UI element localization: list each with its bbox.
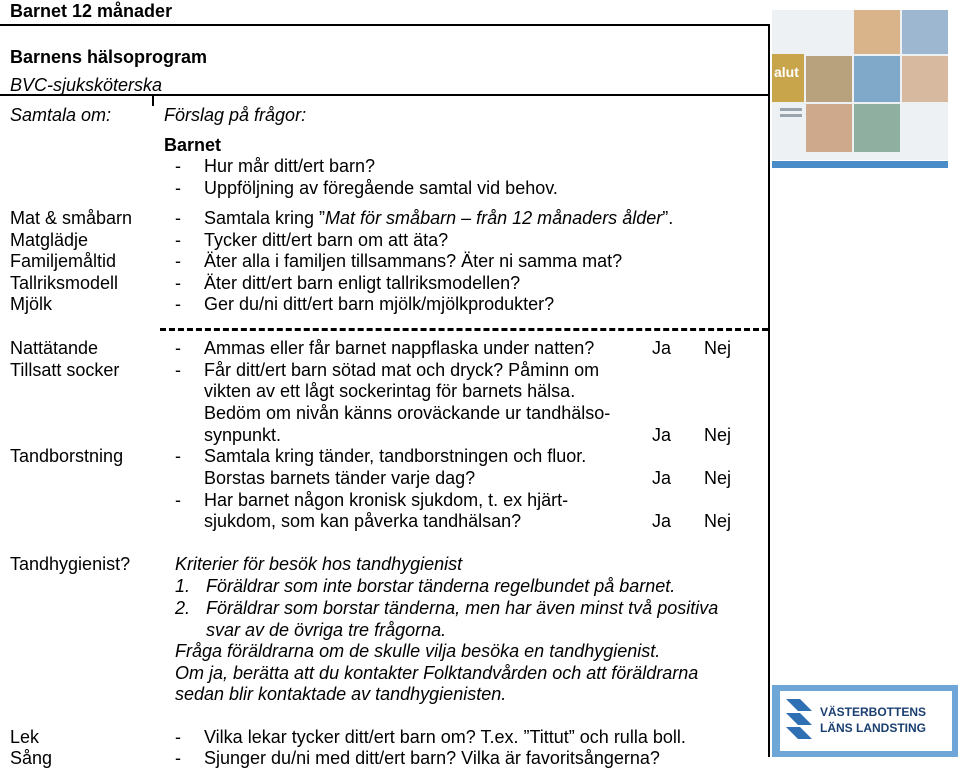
bullet-dash: - — [175, 251, 181, 271]
topic-lek: Lek — [10, 727, 40, 747]
topic-nattatande: Nattätande — [10, 338, 99, 358]
topic-familjemaltid: Familjemåltid — [10, 251, 117, 271]
logo-text-line-2: LÄNS LANDSTING — [820, 721, 926, 735]
criteria-2-text-line-1: Föräldrar som borstar tänderna, men har även minst två positiva — [206, 598, 719, 618]
topic-tallriksmodell: Tallriksmodell — [10, 273, 119, 293]
hygienist-instruction-3: sedan blir kontaktade av tandhygienisten. — [175, 684, 507, 704]
photo-tile — [854, 56, 900, 102]
bullet-dash: - — [175, 208, 181, 228]
page-title: Barnet 12 månader — [10, 1, 173, 21]
criteria-2-number: 2. — [175, 598, 191, 618]
photo-tile — [854, 10, 900, 54]
bullet-dash: - — [175, 294, 181, 314]
table-top-border — [0, 24, 770, 26]
photo-tile — [780, 108, 802, 111]
mat-question-4: Äter ditt/ert barn enligt tallriksmodellen? — [204, 273, 521, 293]
barnet-question-2: Uppföljning av föregående samtal vid behov. — [204, 178, 558, 198]
table-right-border — [768, 24, 770, 757]
bullet-dash: - — [175, 748, 181, 768]
bullet-dash: - — [175, 446, 181, 466]
hygienist-criteria-heading: Kriterier för besök hos tandhygienist — [175, 554, 463, 574]
mat-question-5: Ger du/ni ditt/ert barn mjölk/mjölkprodukter? — [204, 294, 555, 314]
program-title: Barnens hälsoprogram — [10, 47, 208, 67]
topic-mat-smabarn: Mat & småbarn — [10, 208, 133, 228]
tand-question-socker-line-2: vikten av ett lågt sockerintag för barnets hälsa. — [204, 381, 576, 401]
column-header-questions: Förslag på frågor: — [164, 105, 307, 125]
answer-nej: Nej — [704, 468, 732, 488]
mat-question-2: Tycker ditt/ert barn om att äta? — [204, 230, 449, 250]
topic-sang: Sång — [10, 748, 53, 768]
tand-question-kronisk-line-2: sjukdom, som kan påverka tandhälsan? — [204, 511, 522, 531]
tand-question-tandborstning: Samtala kring tänder, tandborstningen och fluor. — [204, 446, 587, 466]
bullet-dash: - — [175, 178, 181, 198]
criteria-1-text: Föräldrar som inte borstar tänderna regelbundet på barnet. — [206, 576, 676, 596]
answer-ja: Ja — [652, 468, 672, 488]
photo-tile — [902, 56, 948, 102]
criteria-2-text-line-2: svar av de övriga tre frågorna. — [206, 620, 447, 640]
criteria-1-number: 1. — [175, 576, 191, 596]
photo-tile — [854, 104, 900, 152]
answer-nej: Nej — [704, 338, 732, 358]
mat-question-1-title: Mat för småbarn – från 12 månaders ålder — [325, 208, 663, 228]
tand-question-nattflaska: Ammas eller får barnet nappflaska under natten? — [204, 338, 595, 358]
lek-question-2: Sjunger du/ni med ditt/ert barn? Vilka är favoritsångerna? — [204, 748, 660, 768]
mat-question-1 — [204, 207, 673, 229]
bullet-dash: - — [175, 490, 181, 510]
column-header-topics: Samtala om: — [10, 105, 112, 125]
answer-ja: Ja — [652, 338, 672, 358]
answer-nej: Nej — [704, 425, 732, 445]
logo-background — [780, 691, 952, 751]
tand-question-socker-line-4: synpunkt. — [204, 425, 282, 445]
brochure-accent-bar — [772, 161, 948, 168]
mat-question-1-prefix: Samtala kring ” — [204, 208, 326, 228]
barnet-heading: Barnet — [164, 135, 222, 155]
logo-text-line-1: VÄSTERBOTTENS — [820, 705, 927, 719]
bullet-dash: - — [175, 360, 181, 380]
photo-tile — [806, 56, 852, 102]
photo-tile — [902, 10, 948, 54]
answer-nej: Nej — [704, 511, 732, 531]
photo-tile — [806, 104, 852, 152]
barnet-question-1: Hur mår ditt/ert barn? — [204, 156, 376, 176]
answer-ja: Ja — [652, 511, 672, 531]
lek-question-1: Vilka lekar tycker ditt/ert barn om? T.ex. ”Tittut” och rulla boll. — [204, 727, 686, 747]
tand-question-socker-line-1: Får ditt/ert barn sötad mat och dryck? Påminn om — [204, 360, 600, 380]
dashed-separator — [160, 328, 768, 331]
topic-tandhygienist: Tandhygienist? — [10, 554, 131, 574]
brochure-title: alut — [774, 64, 799, 80]
bullet-dash: - — [175, 727, 181, 747]
topic-tillsatt-socker: Tillsatt socker — [10, 360, 120, 380]
bullet-dash: - — [175, 338, 181, 358]
bullet-dash: - — [175, 273, 181, 293]
mat-question-3: Äter alla i familjen tillsammans? Äter ni samma mat? — [204, 251, 623, 271]
landsting-logo — [772, 685, 958, 757]
landsting-emblem-icon — [786, 699, 812, 739]
tand-question-kronisk-line-1: Har barnet någon kronisk sjukdom, t. ex hjärt- — [204, 490, 569, 510]
topic-tandborstning: Tandborstning — [10, 446, 124, 466]
bullet-dash: - — [175, 230, 181, 250]
topic-mjolk: Mjölk — [10, 294, 53, 314]
tand-question-borstas: Borstas barnets tänder varje dag? — [204, 468, 476, 488]
topic-matgladje: Matglädje — [10, 230, 89, 250]
program-role: BVC-sjuksköterska — [10, 75, 163, 95]
brochure-thumbnail — [772, 10, 948, 160]
hygienist-instruction-1: Fråga föräldrarna om de skulle vilja besöka en tandhygienist. — [175, 641, 661, 661]
hygienist-instruction-2: Om ja, berätta att du kontakter Folktandvården och att föräldrarna — [175, 663, 699, 683]
mat-question-1-suffix: ”. — [662, 208, 674, 228]
tand-question-socker-line-3: Bedöm om nivån känns oroväckande ur tandhälso- — [204, 403, 611, 423]
answer-ja: Ja — [652, 425, 672, 445]
bullet-dash: - — [175, 156, 181, 176]
photo-tile — [780, 114, 802, 117]
